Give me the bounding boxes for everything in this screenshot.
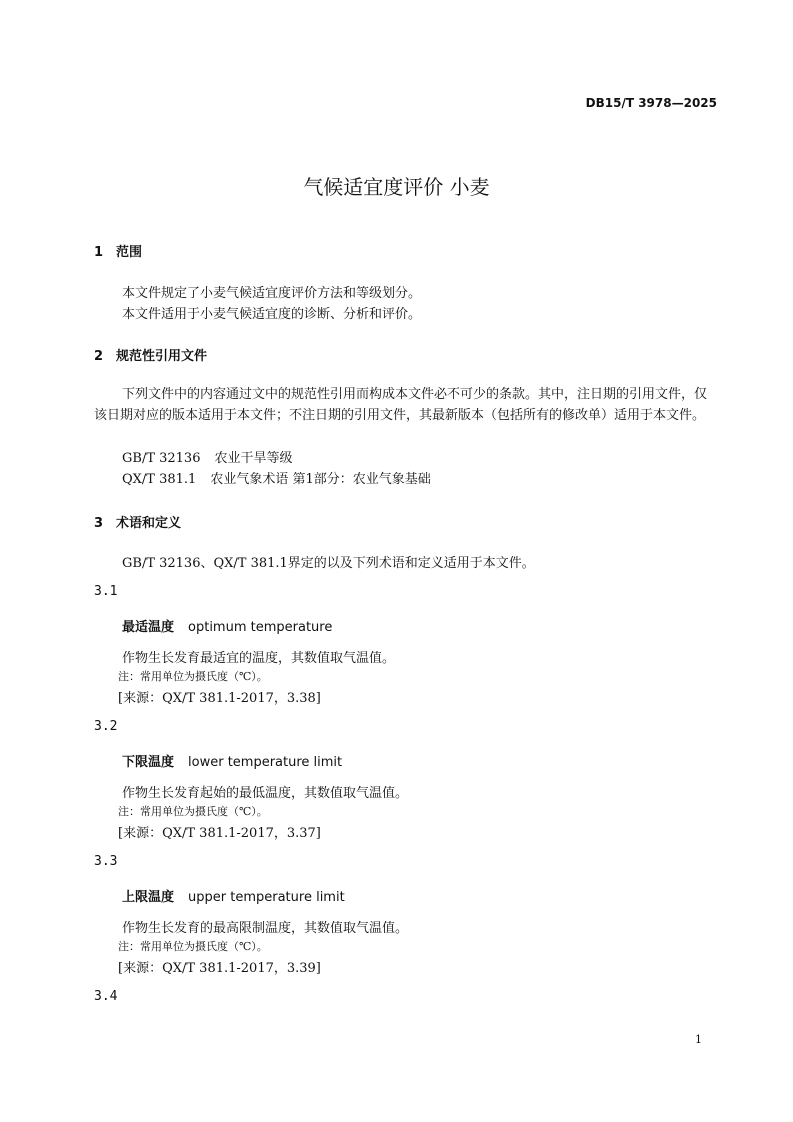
term-note: 注：常用单位为摄氏度（℃）。 [118, 940, 268, 953]
term-definition: 作物生长发育最适宜的温度，其数值取气温值。 [122, 651, 396, 666]
document-title: 气候适宜度评价 小麦 [303, 175, 490, 199]
term-number: 3.2 [94, 719, 118, 734]
section-title: 规范性引用文件 [116, 349, 208, 364]
term-en: upper temperature limit [188, 890, 345, 905]
term-title [122, 886, 345, 905]
term-note: 注：常用单位为摄氏度（℃）。 [118, 670, 268, 683]
section-heading-terms [94, 512, 181, 531]
section-number: 1 [94, 245, 104, 260]
term-note: 注：常用单位为摄氏度（℃）。 [118, 805, 268, 818]
reference-name: 农业干旱等级 [214, 451, 293, 466]
scope-line: 本文件规定了小麦气候适宜度评价方法和等级划分。 [122, 286, 422, 301]
terms-intro: GB/T 32136、QX/T 381.1界定的以及下列术语和定义适用于本文件。 [122, 556, 535, 571]
section-heading-norm-refs [94, 345, 207, 364]
reference-code: GB/T 32136 [122, 451, 201, 466]
term-source: [来源：QX/T 381.1-2017，3.37] [118, 826, 321, 841]
section-number: 3 [94, 516, 104, 531]
reference-name: 农业气象术语 第1部分：农业气象基础 [210, 472, 431, 487]
reference-code: QX/T 381.1 [122, 472, 197, 487]
term-definition: 作物生长发育的最高限制温度，其数值取气温值。 [122, 921, 409, 936]
term-source: [来源：QX/T 381.1-2017，3.39] [118, 961, 321, 976]
term-title [122, 751, 342, 770]
term-definition: 作物生长发育起始的最低温度，其数值取气温值。 [122, 786, 409, 801]
term-title [122, 616, 332, 635]
term-number: 3.3 [94, 854, 118, 869]
term-number: 3.1 [94, 584, 118, 599]
scope-line: 本文件适用于小麦气候适宜度的诊断、分析和评价。 [122, 307, 422, 322]
term-en: optimum temperature [188, 620, 333, 635]
norm-refs-intro [94, 384, 718, 426]
page-number: 1 [695, 1033, 702, 1046]
document-code: DB15/T 3978—2025 [585, 96, 717, 110]
section-number: 2 [94, 349, 104, 364]
norm-refs-intro-text: 下列文件中的内容通过文中的规范性引用而构成本文件必不可少的条款。其中，注日期的引用文件，仅该日期对应的版本适用于本文件；不注日期的引用文件，其最新版本（包括所有的修改单）适用于本文件。 [94, 387, 708, 423]
reference-item [122, 468, 431, 487]
reference-item [122, 447, 293, 466]
section-title: 范围 [116, 245, 143, 260]
term-en: lower temperature limit [188, 755, 343, 770]
section-heading-scope [94, 241, 142, 260]
term-zh: 上限温度 [122, 890, 175, 905]
section-title: 术语和定义 [116, 516, 182, 531]
term-number: 3.4 [94, 989, 118, 1004]
term-zh: 最适温度 [122, 620, 175, 635]
term-source: [来源：QX/T 381.1-2017，3.38] [118, 691, 321, 706]
term-zh: 下限温度 [122, 755, 175, 770]
